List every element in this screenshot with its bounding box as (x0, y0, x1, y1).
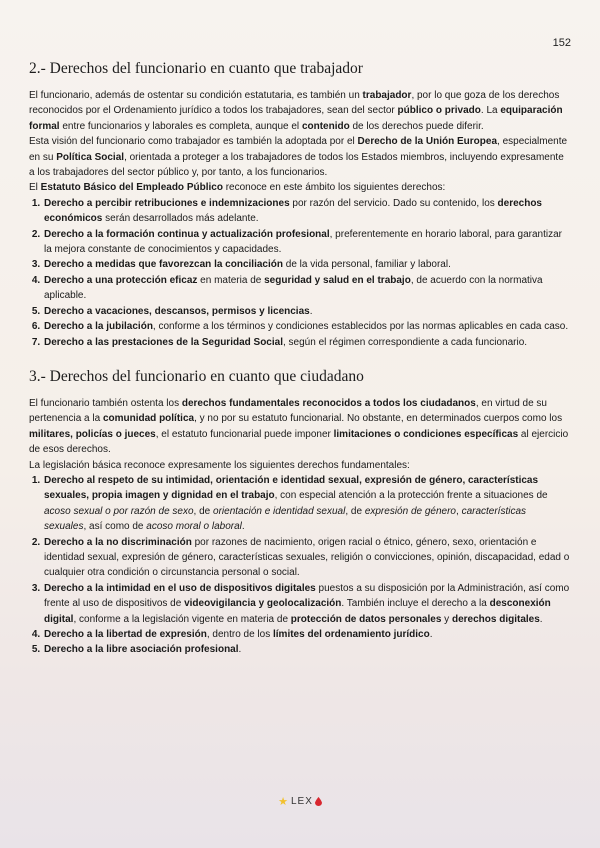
bold-text: Política Social (56, 151, 125, 163)
list-item: 7. Derecho a las prestaciones de la Seguridad Social, según el régimen correspondiente a cada funcionario. (43, 335, 571, 350)
bold-text: Estatuto Básico del Empleado Público (40, 182, 223, 194)
bold-text: límites del ordenamiento jurídico (273, 629, 430, 640)
italic-text: acoso moral o laboral (146, 521, 242, 533)
worker-rights-list (29, 196, 571, 350)
star-icon: ★ (278, 796, 289, 808)
bold-text: Derecho a una protección eficaz (44, 274, 198, 286)
drop-icon (315, 797, 322, 806)
bold-text: público o privado (397, 105, 481, 117)
bold-text: Derecho a vacaciones, descansos, permisos y licencias (44, 305, 310, 317)
bold-text: Derecho a la libertad de expresión (44, 629, 207, 640)
section-3-paragraph-1: El funcionario también ostenta los derechos fundamentales reconocidos a todos los ciudadanos, en virtud de su pertenencia a la comunidad política, y no por su estatuto funcionarial. No obstante, en determinados cuerpos como los militares, policías o jueces, el estatuto funcionarial puede imponer limitaciones o condiciones específicas al ejercicio de esos derechos. (29, 397, 569, 456)
document-body (29, 60, 571, 658)
bold-text: Derecho a la libre asociación profesional (44, 644, 239, 656)
bold-text: comunidad política (102, 413, 195, 425)
bold-text: Derecho a la jubilación (44, 321, 153, 333)
bold-text: derechos fundamentales reconocidos a todos los ciudadanos (181, 397, 476, 409)
section-3-paragraph-2: La legislación básica reconoce expresamente los siguientes derechos fundamentales: (29, 459, 410, 471)
bold-text: seguridad y salud en el trabajo (264, 274, 411, 286)
bold-text: protección de datos personales (290, 613, 442, 625)
bold-text: Derecho a medidas que favorezcan la conciliación (44, 259, 283, 271)
bold-text: derechos económicos (44, 197, 542, 225)
section-2-paragraph-3: El Estatuto Básico del Empleado Público reconoce en este ámbito los siguientes derechos: (29, 182, 446, 194)
bold-text: desconexión digital (44, 598, 551, 625)
italic-text: características sexuales (44, 505, 527, 533)
italic-text: orientación e identidad sexual (213, 505, 346, 517)
bold-text: Derecho a la formación continua y actualización profesional (44, 228, 330, 240)
section-2-paragraph-2: Esta visión del funcionario como trabajador es también la adoptada por el Derecho de la Unión Europea, especialmente en su Política Social, orientada a proteger a los trabajadores de todos los Estados miembros, incluyendo expresamente a los trabajadores del sector público y, por tanto, a los funcionarios. (29, 136, 568, 179)
section-2-paragraph-1: El funcionario, además de ostentar su condición estatutaria, es también un trabajador, por lo que goza de los derechos reconocidos por el Ordenamiento jurídico a todos los trabajadores, sean del sector público o privado. La equiparación formal entre funcionarios y laborales es completa, aunque el contenido de los derechos puede diferir. (29, 90, 563, 132)
list-item: 5. Derecho a vacaciones, descansos, permisos y licencias. (43, 304, 571, 319)
list-item: 3. Derecho a la intimidad en el uso de dispositivos digitales puestos a su disposición por la Administración, así como frente al uso de dispositivos de videovigilancia y geolocalización. También incluye el derecho a la desconexión digital, conforme a la legislación vigente en materia de protección de datos personales y derechos digitales. (43, 581, 571, 627)
bold-text: Derecho a las prestaciones de la Seguridad Social (44, 336, 283, 348)
bold-text: contenido (301, 120, 350, 132)
section-3-title: 3.- Derechos del funcionario en cuanto que ciudadano (29, 367, 364, 385)
list-item: 5. Derecho a la libre asociación profesional. (43, 642, 571, 657)
bold-text: Derecho a la no discriminación (44, 536, 192, 548)
bold-text: derechos digitales (451, 613, 540, 625)
list-item: 3. Derecho a medidas que favorezcan la conciliación de la vida personal, familiar y laboral. (43, 257, 571, 272)
list-item: 6. Derecho a la jubilación, conforme a los términos y condiciones establecidos por las normas aplicables en cada caso. (43, 319, 571, 334)
list-item: 2. Derecho a la no discriminación por razones de nacimiento, origen racial o étnico, género, sexo, orientación e identidad sexual, expresión de género, características sexuales, religión o convicciones, opinión, discapacidad, edad o cualquier otra condición o circunstancia personal o social. (43, 535, 571, 581)
bold-text: limitaciones o condiciones específicas (333, 428, 519, 440)
bold-text: militares, policías o jueces (29, 428, 156, 440)
list-item: 4. Derecho a la libertad de expresión, dentro de los límites del ordenamiento jurídico. (43, 627, 571, 642)
italic-text: expresión de género (364, 505, 456, 517)
logo-text: LEX (290, 796, 313, 807)
bold-text: trabajador (362, 90, 412, 101)
bold-text: Derecho al respeto de su intimidad, orientación e identidad sexual, expresión de género, características sexuales, propia imagen y dignidad en el trabajo (44, 474, 539, 502)
footer-logo (0, 795, 600, 808)
section-2-title: 2.- Derechos del funcionario en cuanto que trabajador (29, 60, 363, 77)
bold-text: Derecho a la intimidad en el uso de dispositivos digitales (44, 582, 316, 594)
list-item: 4. Derecho a una protección eficaz en materia de seguridad y salud en el trabajo, de acuerdo con la normativa aplicable. (43, 273, 571, 304)
bold-text: Derecho de la Unión Europea (357, 136, 498, 148)
list-item: 2. Derecho a la formación continua y actualización profesional, preferentemente en horario laboral, para garantizar la mejora constante de conocimientos y capacidades. (43, 227, 571, 258)
list-item: 1. Derecho al respeto de su intimidad, orientación e identidad sexual, expresión de género, características sexuales, propia imagen y dignidad en el trabajo, con especial atención a la protección frente a situaciones de acoso sexual o por razón de sexo, de orientación e identidad sexual, de expresión de género, características sexuales, así como de acoso moral o laboral. (43, 473, 571, 535)
bold-text: Derecho a percibir retribuciones e indemnizaciones (44, 197, 290, 209)
italic-text: acoso sexual o por razón de sexo (44, 505, 194, 517)
bold-text: equiparación formal (29, 105, 563, 132)
citizen-rights-list (29, 473, 571, 658)
page-number: 152 (552, 37, 571, 49)
bold-text: videovigilancia y geolocalización (184, 598, 342, 610)
list-item: 1. Derecho a percibir retribuciones e indemnizaciones por razón del servicio. Dado su contenido, los derechos económicos serán desarrollados más adelante. (43, 196, 571, 227)
